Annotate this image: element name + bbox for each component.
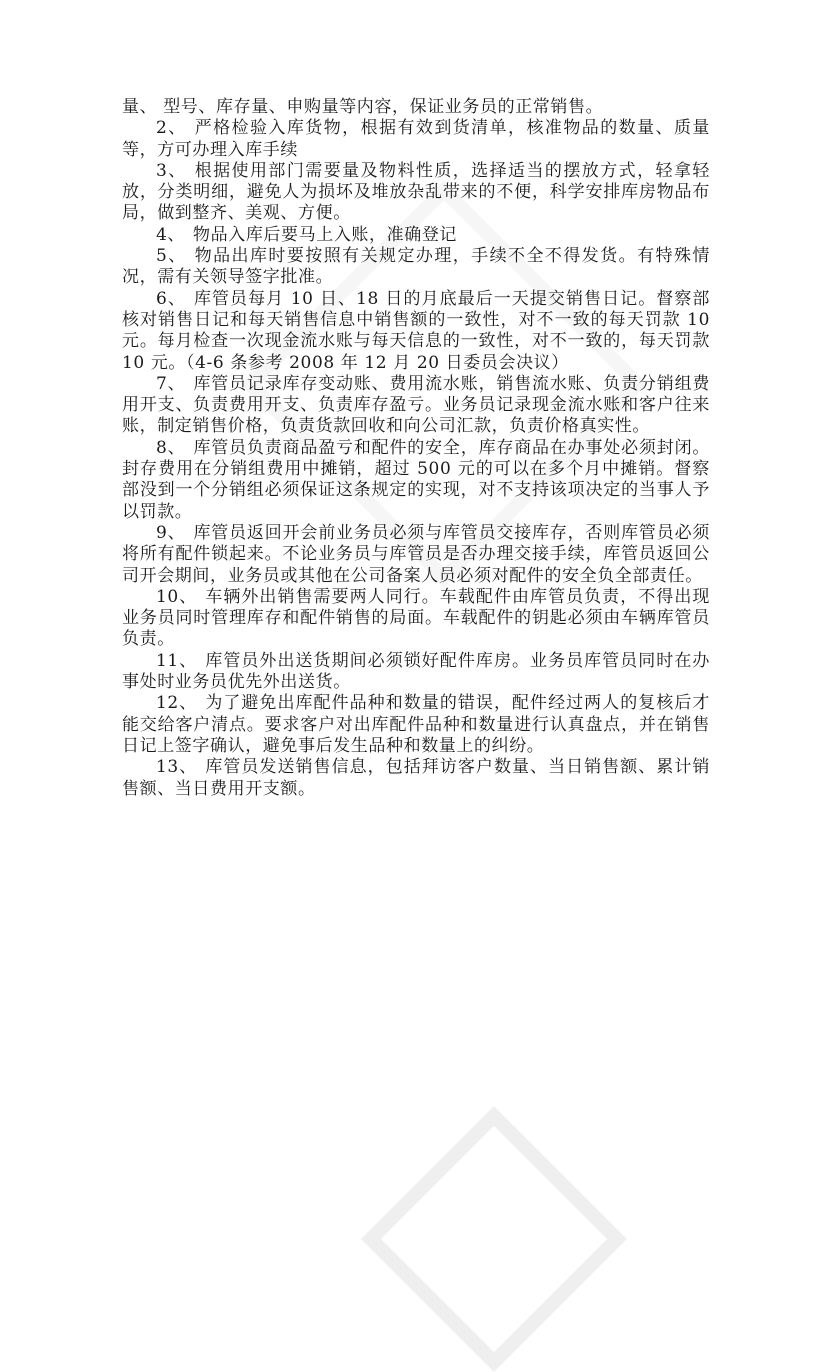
list-item [122,118,710,161]
watermark-diamond-icon [361,1106,627,1372]
item-text: 车辆外出销售需要两人同行。车载配件由库管员负责，不得出现业务员同时管理库存和配件销售的局面。车载配件的钥匙必须由车辆库管员负责。 [122,586,710,650]
list-item [122,587,710,651]
item-text: 库管员返回开会前业务员必须与库管员交接库存，否则库管员必须将所有配件锁起来。不论业务员与库管员是否办理交接手续，库管员返回公司开会期间，业务员或其他在公司备案人员必须对配件的安全负全部责任。 [122,522,710,586]
item-number: 6、 [156,288,186,309]
item-text: 根据使用部门需要量及物料性质，选择适当的摆放方式，轻拿轻放，分类明细，避免人为损坏及堆放杂乱带来的不便，科学安排库房物品布局，做到整齐、美观、方便。 [122,160,710,224]
item-text: 为了避免出库配件品种和数量的错误，配件经过两人的复核后才能交给客户清点。要求客户对出库配件品种和数量进行认真盘点，并在销售日记上签字确认，避免事后发生品种和数量上的纠纷。 [122,693,710,756]
item-number: 11、 [156,650,198,671]
item-number: 10、 [156,586,198,607]
list-item [122,246,710,289]
item-number: 2、 [156,118,187,139]
list-item [122,289,710,374]
list-item [122,225,710,246]
item-number: 8、 [156,437,186,458]
item-number: 12、 [156,693,198,714]
document-body [122,97,710,800]
item-text: 物品入库后要马上入账，准确登记 [193,224,458,245]
list-item [122,693,710,757]
item-number: 3、 [156,160,187,181]
item-number: 13、 [156,757,198,778]
item-number: 5、 [156,246,187,267]
item-text: 库管员记录库存变动账、费用流水账，销售流水账、负责分销组费用开支、负责费用开支、负责库存盈亏。业务员记录现金流水账和客户往来账，制定销售价格，负责货款回收和向公司汇款，负责价格真实性。 [122,373,710,437]
item-text: 物品出库时要按照有关规定办理，手续不全不得发货。有特殊情况，需有关领导签字批准。 [122,246,710,288]
item-text: 库管员发送销售信息，包括拜访客户数量、当日销售额、累计销售额、当日费用开支额。 [122,757,710,799]
list-item [122,523,710,587]
list-item [122,438,710,523]
continuation-paragraph: 量、 型号、库存量、申购量等内容，保证业务员的正常销售。 [122,97,604,117]
item-text: 库管员负责商品盈亏和配件的安全，库存商品在办事处必须封闭。封存费用在分销组费用中摊销，超过 500 元的可以在多个月中摊销。督察部没到一个分销组必须保证这条规定的实现，对不支持该项决定的当事人予以罚款。 [122,437,710,522]
list-item [122,757,710,800]
item-number: 9、 [156,522,186,543]
item-text: 库管员每月 10 日、18 日的月底最后一天提交销售日记。督察部核对销售日记和每天销售信息中销售额的一致性，对不一致的每天罚款 10 元。每月检查一次现金流水账与每天信息的一致性，对不一致的，每天罚款 10 元。（4-6 条参考 2008 年 12 月 20 日委员会决议） [122,288,710,373]
item-number: 4、 [156,224,186,245]
item-number: 7、 [156,373,186,394]
list-item [122,161,710,225]
list-item [122,374,710,438]
list-item [122,651,710,694]
item-text: 库管员外出送货期间必须锁好配件库房。业务员库管员同时在办事处时业务员优先外出送货。 [122,650,710,693]
item-text: 严格检验入库货物，根据有效到货清单，核准物品的数量、质量等，方可办理入库手续 [122,118,710,160]
